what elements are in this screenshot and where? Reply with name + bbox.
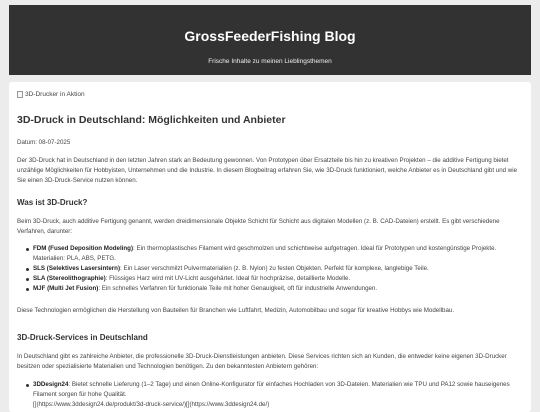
section-text-services: In Deutschland gibt es zahlreiche Anbieter, die professionelle 3D-Druck-Dienstleistungen anbieten. Diese Services richten sich an Kunden, die entweder keine eigenen 3D-Drucker besitzen oder spezialisierte Materialien und Technologien benötigen. Zu den bekanntesten Anbietern gehören: — [17, 353, 507, 370]
list-item — [25, 244, 521, 264]
list-item — [25, 380, 521, 410]
section-text-what-is: Beim 3D-Druck, auch additive Fertigung genannt, werden dreidimensionale Objekte Schicht für Schicht aus digitalen Modellen (z. B. CAD-Dateien) erstellt. Es gibt verschiedene Verfahren, darunter: — [17, 218, 500, 235]
post-card — [9, 82, 531, 412]
list-item-term: 3DDesign24 — [33, 381, 69, 388]
post-image — [17, 91, 85, 98]
section-heading-services: 3D-Druck-Services in Deutschland — [17, 333, 148, 342]
process-list — [25, 244, 521, 294]
list-item-term: MJF (Multi Jet Fusion) — [33, 285, 99, 292]
list-item-term: FDM (Fused Deposition Modeling) — [33, 245, 134, 252]
site-header — [9, 5, 531, 75]
section-heading-what-is: Was ist 3D-Druck? — [17, 198, 88, 207]
post-date: Datum: 08-07-2025 — [17, 139, 71, 146]
list-item-desc: : Ein thermoplastisches Filament wird geschmolzen und schichtweise aufgetragen. Ideal für Prototypen und kostengünstige Projekte. Materialien: PLA, ABS, PETG. — [33, 245, 497, 262]
list-item-desc: : Ein schnelles Verfahren für funktionale Teile mit hoher Genauigkeit, oft für industrielle Anwendungen. — [98, 285, 378, 292]
list-item-desc: : Flüssiges Harz wird mit UV-Licht ausgehärtet. Ideal für hochpräzise, detaillierte Modelle. — [105, 275, 351, 282]
post-image-alt: 3D-Drucker in Aktion — [25, 91, 85, 98]
list-item-term: SLA (Stereolithographie) — [33, 275, 106, 282]
list-item — [25, 264, 521, 274]
post-intro: Der 3D-Druck hat in Deutschland in den letzten Jahren stark an Bedeutung gewonnen. Von Prototypen über Ersatzteile bis hin zu kreativen Projekten – die additive Fertigung bietet unzählige Möglichkeiten für Hobbyisten, Unternehmen und die Industrie. In diesem Blogbeitrag erfahren Sie, wie 3D-Druck funktioniert, welche Anbieter es in Deutschland gibt und wie Sie einen 3D-Druck-Service nutzen können. — [17, 157, 518, 184]
site-tagline: Frische Inhalte zu meinen Lieblingsthemen — [208, 58, 332, 65]
list-item-desc: : Bietet schnelle Lieferung (1–2 Tage) und einen Online-Konfigurator für einfaches Hochladen von 3D-Dateien. Materialien wie TPU und PA12 sowie hauseigenes Filament sorgen für hohe Qualität. — [33, 381, 510, 398]
list-item — [25, 274, 521, 284]
provider-link[interactable]: [](https://www.3ddesign24.de/produkt/3d-druck-service/)[](https://www.3ddesign24.de/) — [33, 401, 270, 408]
broken-image-icon — [17, 91, 23, 98]
provider-list — [25, 380, 521, 410]
section-outro-what-is: Diese Technologien ermöglichen die Herstellung von Bauteilen für Branchen wie Luftfahrt, Medizin, Automobilbau und sogar für kreative Hobbys wie Modellbau. — [17, 307, 455, 314]
site-title[interactable]: GrossFeederFishing Blog — [184, 28, 356, 44]
list-item-term: SLS (Selektives Lasersintern) — [33, 265, 121, 272]
post-title: 3D-Druck in Deutschland: Möglichkeiten und Anbieter — [17, 114, 286, 126]
list-item — [25, 284, 521, 294]
list-item-desc: : Ein Laser verschmilzt Pulvermaterialien (z. B. Nylon) zu festen Objekten. Perfekt für komplexe, langlebige Teile. — [120, 265, 429, 272]
